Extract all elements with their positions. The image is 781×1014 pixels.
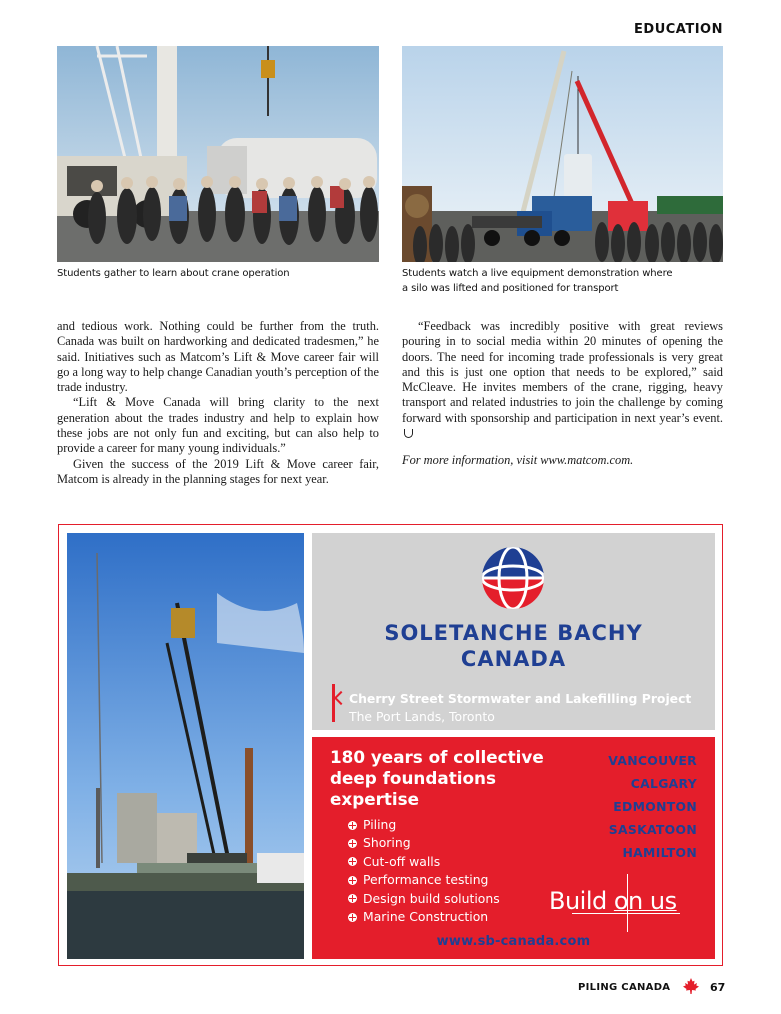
more-info-link[interactable]: For more information, visit www.matcom.com. xyxy=(402,453,634,468)
ad-services-panel xyxy=(312,737,715,959)
caption-line: a silo was lifted and positioned for transport xyxy=(402,283,619,294)
service-item xyxy=(348,908,500,926)
service-item xyxy=(348,834,500,852)
photo-caption-right xyxy=(402,266,723,296)
footer-magazine-name: PILING CANADA xyxy=(578,982,671,993)
ad-headline: expertise xyxy=(330,789,420,809)
service-label: Piling xyxy=(363,817,397,832)
brand-name: SOLETANCHE BACHY xyxy=(384,621,643,645)
chevron-left-icon xyxy=(334,691,348,705)
brand-country: CANADA xyxy=(460,647,567,671)
bullet-cross-icon xyxy=(348,839,357,848)
service-label: Shoring xyxy=(363,835,411,851)
tagline-part: on us xyxy=(613,887,677,915)
section-label: EDUCATION xyxy=(634,22,723,37)
bullet-cross-icon xyxy=(348,913,357,922)
project-title: Cherry Street Stormwater and Lakefilling Project xyxy=(349,691,692,706)
service-item xyxy=(348,871,500,889)
cities-list xyxy=(608,749,697,864)
service-label: Design build solutions xyxy=(363,890,500,906)
tagline-part: Build xyxy=(549,887,614,915)
bullet-cross-icon xyxy=(348,894,357,903)
bullet-cross-icon xyxy=(348,876,357,885)
article-paragraph xyxy=(402,319,723,441)
city-item: EDMONTON xyxy=(613,799,697,814)
caption-line: Students watch a live equipment demonstration where xyxy=(402,268,673,279)
service-label: Cut-off walls xyxy=(363,853,441,869)
ad-website-link[interactable]: www.sb-canada.com xyxy=(436,934,591,949)
ad-headline: 180 years of collective xyxy=(330,747,544,767)
photo-students-crane xyxy=(57,46,379,262)
end-of-article-icon xyxy=(404,429,413,438)
project-divider xyxy=(332,684,335,722)
article-paragraph-text: “Feedback was incredibly positive with great reviews pouring in to social media within 20 minutes of opening the doors. The need for incoming trade professionals is very great and this is just one option that needs to be explored,” said McCleave. He invites members of the crane, rigging, heavy transport and related industries to join the challenge by coming forward with sponsorship and participation in next year’s event. xyxy=(402,319,723,425)
service-label: Marine Construction xyxy=(363,908,489,924)
city-item: HAMILTON xyxy=(622,845,697,860)
service-item xyxy=(348,816,500,834)
article-paragraph: Given the success of the 2019 Lift & Move career fair, Matcom is already in the planning stages for next year. xyxy=(57,456,379,486)
photo-caption-left: Students gather to learn about crane operation xyxy=(57,268,290,279)
city-item: CALGARY xyxy=(630,776,697,791)
ad-headline: deep foundations xyxy=(330,768,496,788)
article-paragraph: and tedious work. Nothing could be further from the truth. Canada was built on hardworking and dedicated tradesmen,” he said. Initiatives such as Matcom’s Lift & Move career fair will go a long way to help change Canadian youth’s perception of the trade industry. xyxy=(57,319,379,395)
bullet-cross-icon xyxy=(348,857,357,866)
ad-brand-panel xyxy=(312,533,715,730)
article-paragraph: “Lift & Move Canada will bring clarity to the next generation about the trades industry and help to explain how these jobs are not only fun and exciting, but can also help to provide a career for many young individuals.” xyxy=(57,395,379,456)
service-item xyxy=(348,890,500,908)
ad-photo-pile-driver xyxy=(67,533,304,959)
ad-tagline xyxy=(549,887,677,915)
article-column-left xyxy=(57,319,379,487)
service-label: Performance testing xyxy=(363,872,489,888)
bullet-cross-icon xyxy=(348,821,357,830)
project-location: The Port Lands, Toronto xyxy=(349,709,495,724)
services-list xyxy=(348,816,500,926)
city-item: SASKATOON xyxy=(608,822,697,837)
advertisement[interactable] xyxy=(58,524,723,966)
service-item xyxy=(348,853,500,871)
maple-leaf-icon xyxy=(682,977,700,995)
photo-equipment-demo xyxy=(402,46,723,262)
page-number: 67 xyxy=(710,981,726,994)
globe-logo-icon xyxy=(480,545,546,611)
city-item: VANCOUVER xyxy=(608,753,697,768)
article-column-right xyxy=(402,319,723,469)
